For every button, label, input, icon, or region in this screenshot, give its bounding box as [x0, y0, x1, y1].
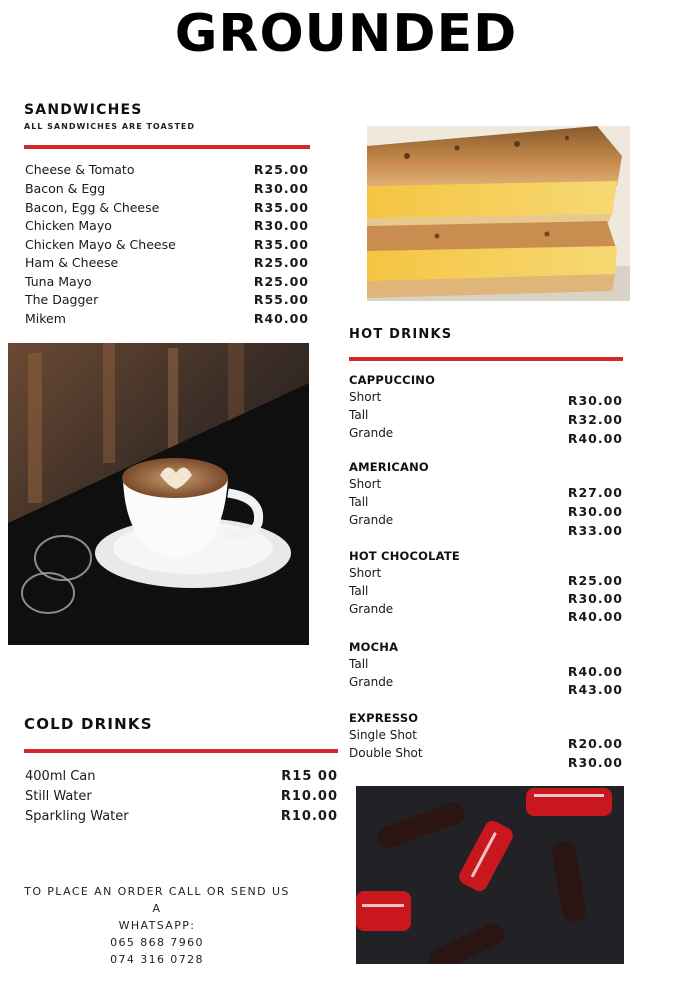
- menu-item-price: R25.00: [253, 274, 309, 289]
- price: R40.00: [567, 431, 623, 446]
- menu-item-price: R30.00: [253, 218, 309, 233]
- cold-drinks-title: COLD DRINKS: [24, 715, 153, 733]
- cold-drink-price: R10.00: [280, 809, 338, 824]
- order-info: [24, 883, 290, 968]
- sandwiches-subtitle: ALL SANDWICHES ARE TOASTED: [24, 122, 195, 131]
- hot-drink-group-hot-chocolate: [349, 549, 623, 623]
- hot-drinks-divider: [349, 357, 623, 361]
- menu-item-row: [25, 200, 309, 215]
- price: R40.00: [567, 609, 623, 624]
- price: R32.00: [567, 412, 623, 427]
- menu-item-name: Ham & Cheese: [25, 255, 119, 270]
- menu-item-row: [25, 274, 309, 289]
- menu-item-row: [25, 255, 309, 270]
- menu-item-price: R35.00: [253, 200, 309, 215]
- menu-item-price: R35.00: [253, 237, 309, 252]
- price: R40.00: [567, 664, 623, 679]
- toasted-sandwich-photo: [367, 126, 630, 301]
- price: R30.00: [567, 393, 623, 408]
- hot-drink-name: MOCHA: [349, 640, 399, 654]
- price: R30.00: [567, 755, 623, 770]
- price: R33.00: [567, 523, 623, 538]
- size-label: Short: [349, 477, 382, 491]
- price: R43.00: [567, 682, 623, 697]
- price: R25.00: [567, 573, 623, 588]
- menu-item-row: [25, 311, 309, 326]
- hot-drink-name: CAPPUCCINO: [349, 373, 436, 387]
- menu-item-row: [25, 218, 309, 233]
- cold-drink-name: Sparkling Water: [25, 809, 129, 824]
- hot-drink-group-cappuccino: [349, 373, 623, 446]
- size-label: Grande: [349, 513, 394, 527]
- hot-drink-name: AMERICANO: [349, 460, 429, 474]
- menu-item-row: [25, 162, 309, 177]
- cold-drink-row: [25, 769, 338, 784]
- menu-item-name: The Dagger: [25, 292, 99, 307]
- size-label: Double Shot: [349, 746, 423, 760]
- menu-item-name: Chicken Mayo & Cheese: [25, 237, 176, 252]
- hot-drink-name: HOT CHOCOLATE: [349, 549, 460, 563]
- size-label: Tall: [349, 584, 369, 598]
- menu-item-name: Mikem: [25, 311, 66, 326]
- menu-item-price: R25.00: [253, 255, 309, 270]
- soft-drink-cans-photo: [356, 786, 624, 964]
- size-label: Grande: [349, 426, 394, 440]
- cold-drink-name: Still Water: [25, 789, 92, 804]
- brand-title: GROUNDED: [174, 4, 518, 64]
- price: R20.00: [567, 736, 623, 751]
- order-text-line1: TO PLACE AN ORDER CALL OR SEND US A: [24, 885, 290, 915]
- menu-item-name: Cheese & Tomato: [25, 162, 135, 177]
- menu-item-price: R25.00: [253, 162, 309, 177]
- phone-number-1[interactable]: 065 868 7960: [110, 936, 204, 949]
- price: R30.00: [567, 591, 623, 606]
- hot-drinks-title: HOT DRINKS: [349, 327, 453, 342]
- sandwiches-title: SANDWICHES: [24, 102, 143, 118]
- sandwiches-divider: [24, 145, 310, 149]
- menu-item-row: [25, 237, 309, 252]
- cold-drink-row: [25, 789, 338, 804]
- cold-drinks-divider: [24, 749, 338, 753]
- menu-item-name: Bacon, Egg & Cheese: [25, 200, 160, 215]
- hot-drink-group-mocha: [349, 640, 623, 698]
- phone-number-2[interactable]: 074 316 0728: [110, 953, 204, 966]
- menu-item-row: [25, 181, 309, 196]
- size-label: Tall: [349, 495, 369, 509]
- hot-drink-group-expresso: [349, 711, 623, 769]
- menu-item-name: Chicken Mayo: [25, 218, 112, 233]
- menu-item-price: R40.00: [253, 311, 309, 326]
- size-label: Grande: [349, 602, 394, 616]
- menu-item-name: Bacon & Egg: [25, 181, 106, 196]
- size-label: Tall: [349, 657, 369, 671]
- menu-item-price: R55.00: [253, 292, 309, 307]
- size-label: Grande: [349, 675, 394, 689]
- order-text-line2: WHATSAPP:: [118, 919, 196, 932]
- price: R27.00: [567, 485, 623, 500]
- cold-drink-row: [25, 809, 338, 824]
- menu-item-name: Tuna Mayo: [25, 274, 92, 289]
- size-label: Short: [349, 566, 382, 580]
- size-label: Short: [349, 390, 382, 404]
- cappuccino-photo: [8, 343, 309, 645]
- size-label: Tall: [349, 408, 369, 422]
- hot-drink-group-americano: [349, 460, 623, 538]
- hot-drink-name: EXPRESSO: [349, 711, 419, 725]
- menu-item-price: R30.00: [253, 181, 309, 196]
- size-label: Single Shot: [349, 728, 417, 742]
- price: R30.00: [567, 504, 623, 519]
- menu-item-row: [25, 292, 309, 307]
- cold-drink-price: R15 00: [281, 769, 338, 784]
- cold-drink-price: R10.00: [280, 789, 338, 804]
- cold-drink-name: 400ml Can: [25, 769, 96, 784]
